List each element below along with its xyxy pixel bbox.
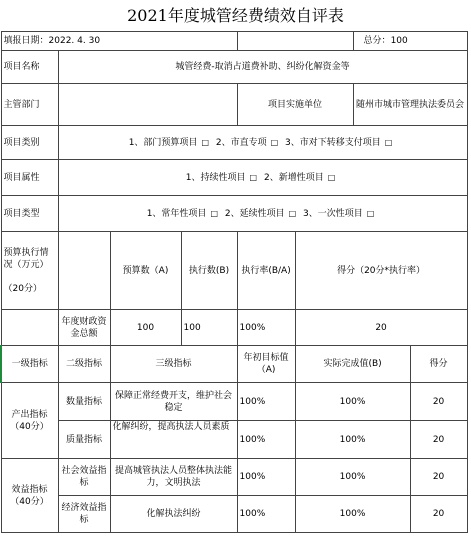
- checkbox-icon[interactable]: □: [366, 208, 375, 218]
- score-social: 20: [410, 459, 467, 496]
- header-level3: 三级指标: [110, 346, 237, 383]
- impl-unit-label: 项目实施单位: [237, 84, 353, 126]
- project-type-label: 项目类型: [1, 196, 58, 232]
- header-level2: 二级指标: [58, 346, 110, 383]
- checkbox-icon[interactable]: □: [270, 137, 279, 147]
- checkbox-icon[interactable]: □: [288, 208, 297, 218]
- level3-quantity: 保障正常经费开支，维护社会稳定: [110, 383, 237, 421]
- level2-quality: 质量指标: [58, 421, 110, 459]
- budget-row-label: 年度财政资金总额: [58, 310, 110, 346]
- budget-planned-value: 100: [110, 310, 181, 346]
- project-attribute-label: 项目属性: [1, 160, 58, 196]
- project-attribute-options: [58, 160, 467, 196]
- checkbox-icon[interactable]: □: [249, 172, 258, 182]
- type-option-2: 2、延续性项目: [224, 208, 285, 219]
- indicators-header-row: [1, 346, 467, 383]
- meta-row: [1, 32, 467, 51]
- type-option-1: 1、常年性项目: [146, 208, 207, 219]
- score-economic: 20: [410, 496, 467, 533]
- level3-quality: 化解纠纷，提高执法人员素质: [110, 421, 237, 459]
- project-category-options: [58, 126, 467, 160]
- checkbox-icon[interactable]: □: [201, 137, 209, 147]
- category-option-2: 2、市直专项: [215, 137, 267, 148]
- budget-label: 预算执行情况（万元）: [3, 247, 49, 270]
- fill-date-label: 填报日期：: [3, 36, 49, 46]
- indicator-row: [1, 459, 467, 496]
- budget-score-label: （20分）: [3, 283, 42, 294]
- score-quality: 20: [410, 421, 467, 459]
- fill-date: 2022. 4. 30: [48, 36, 101, 46]
- budget-executed-value: 100: [181, 310, 237, 346]
- level3-economic: 化解执法纠纷: [110, 496, 237, 533]
- header-score: 得分: [410, 346, 467, 383]
- evaluation-table: [0, 31, 468, 533]
- category-option-1: 1、部门预算项目: [128, 137, 198, 148]
- checkbox-icon[interactable]: □: [210, 208, 218, 218]
- project-name-label: 项目名称: [1, 51, 58, 84]
- indicator-row: [1, 421, 467, 459]
- indicator-row: [1, 383, 467, 421]
- level1-benefit: 效益指标（40分）: [1, 459, 58, 533]
- project-attribute-row: [1, 160, 467, 196]
- budget-values-row: [1, 310, 467, 346]
- project-type-row: [1, 196, 467, 232]
- target-quantity: 100%: [237, 383, 295, 421]
- target-quality: 100%: [237, 421, 295, 459]
- project-type-options: [58, 196, 467, 232]
- project-category-label: 项目类别: [1, 126, 58, 160]
- budget-header-planned: 预算数（A): [110, 232, 181, 310]
- total-score-label: 总分：: [363, 36, 391, 46]
- actual-quantity: 100%: [295, 383, 410, 421]
- level2-quantity: 数量指标: [58, 383, 110, 421]
- budget-header-executed: 执行数(B): [181, 232, 237, 310]
- checkbox-icon[interactable]: □: [327, 172, 336, 182]
- header-actual: 实际完成值(B): [295, 346, 410, 383]
- target-economic: 100%: [237, 496, 295, 533]
- checkbox-icon[interactable]: □: [384, 137, 393, 147]
- project-category-row: [1, 126, 467, 160]
- project-name-row: [1, 51, 467, 84]
- actual-economic: 100%: [295, 496, 410, 533]
- budget-header-score: 得分（20分*执行率）: [295, 232, 467, 310]
- budget-rate-value: 100%: [237, 310, 295, 346]
- project-name-value: 城管经费-取消占道费补助、纠纷化解资金等: [58, 51, 467, 84]
- header-target: 年初目标值（A): [237, 346, 295, 383]
- budget-header-row: [1, 232, 467, 310]
- level2-economic: 经济效益指标: [58, 496, 110, 533]
- level3-social: 提高城管执法人员整体执法能力，文明执法: [110, 459, 237, 496]
- budget-score-value: 20: [295, 310, 467, 346]
- attribute-option-2: 2、新增性项目: [263, 172, 324, 183]
- attribute-option-1: 1、持续性项目: [185, 172, 246, 183]
- budget-label-cell: [1, 232, 58, 310]
- score-quantity: 20: [410, 383, 467, 421]
- department-label: 主管部门: [1, 84, 58, 126]
- header-level1: 一级指标: [1, 346, 58, 383]
- impl-unit-value: 随州市城市管理执法委员会: [353, 84, 467, 126]
- actual-social: 100%: [295, 459, 410, 496]
- actual-quality: 100%: [295, 421, 410, 459]
- level2-social: 社会效益指标: [58, 459, 110, 496]
- type-option-3: 3、一次性项目: [303, 208, 363, 219]
- department-row: [1, 84, 467, 126]
- total-score: 100: [390, 36, 408, 46]
- page-title: 2021年度城管经费绩效自评表: [127, 6, 344, 25]
- target-social: 100%: [237, 459, 295, 496]
- category-option-3: 3、市对下转移支付项目: [285, 137, 381, 148]
- budget-header-rate: 执行率(B/A): [237, 232, 295, 310]
- department-value: [58, 84, 237, 126]
- indicator-row: [1, 496, 467, 533]
- level1-output: 产出指标（40分）: [1, 383, 58, 459]
